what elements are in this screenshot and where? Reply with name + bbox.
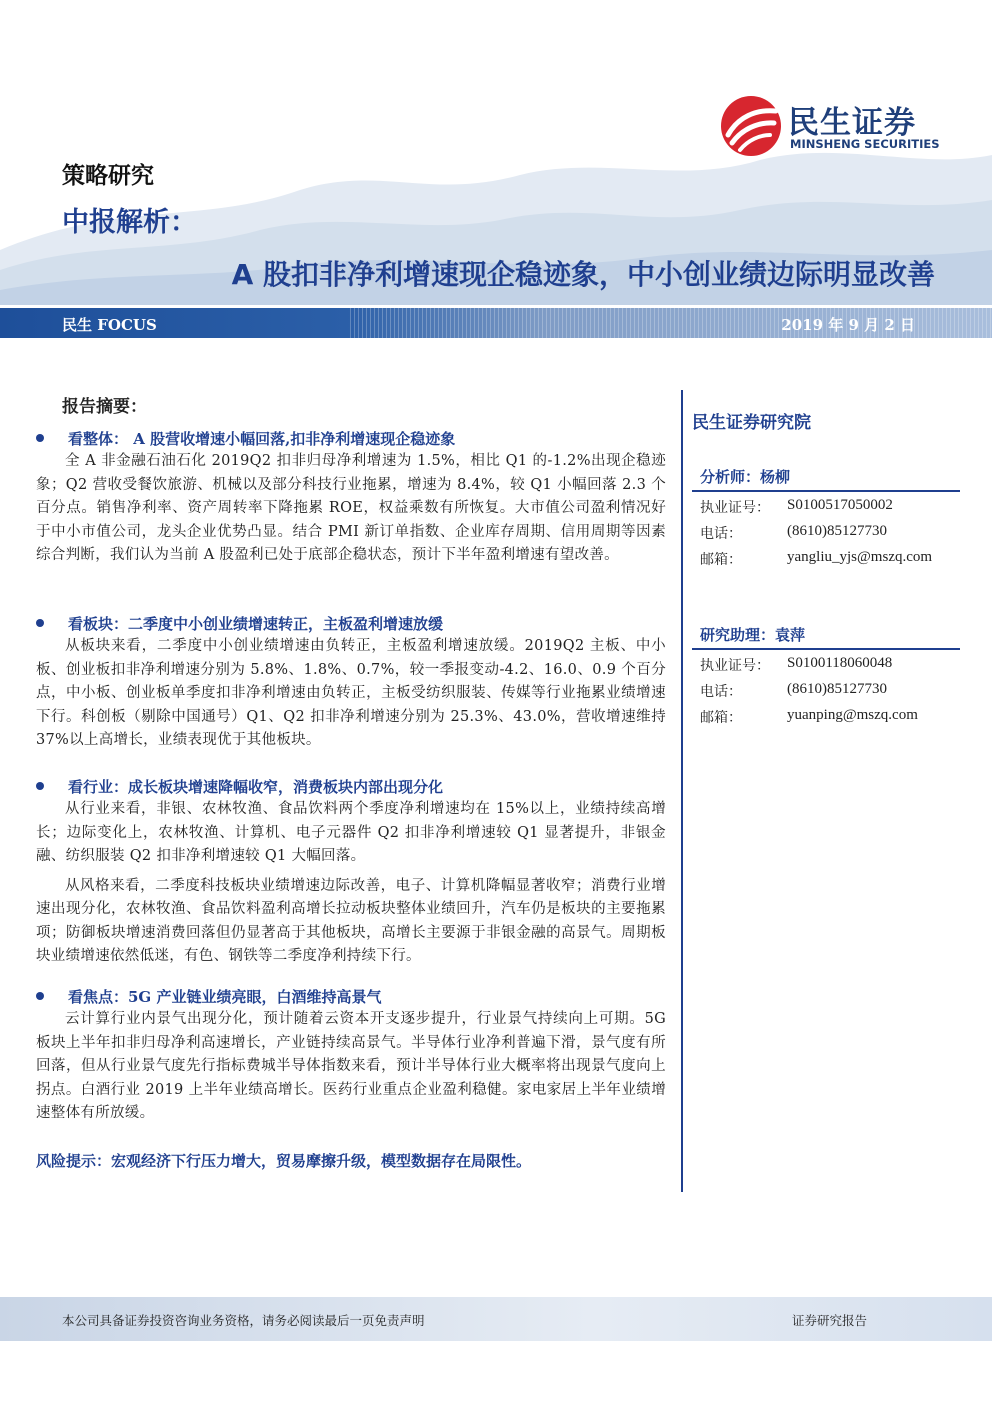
brand-name-cn: 民生证券 <box>788 105 916 141</box>
license-row <box>692 650 960 676</box>
page-footer <box>0 1297 992 1341</box>
section-title: 看板块：二季度中小创业绩增速转正，主板盈利增速放缓 <box>68 615 444 633</box>
section-overall <box>36 428 666 568</box>
license-label: 执业证号： <box>700 658 770 674</box>
section-paragraph: 云计算行业内景气出现分化，预计随着云资本开支逐步提升，行业景气持续向上可期。5G 板块上半年扣非归母净利高速增长，产业链持续高景气。半导体行业净利普遍下滑，景气度有所回落，但从行业景气度先行指标费城半导体指数来看，预计半导体行业大概率将出现景气度向上拐点。白酒行业 2019 上半年业绩高增长。医药行业重点企业盈利稳健。家电家居上半年业绩增速整体有所放缓。 <box>36 1011 666 1121</box>
section-paragraph: 从行业来看，非银、农林牧渔、食品饮料两个季度净利增速均在 15%以上，业绩持续高增长；边际变化上，农林牧渔、计算机、电子元器件 Q2 扣非净利增速较 Q1 显著提升，非银金融、纺织服装 Q2 扣非净利增速较 Q1 大幅回落。 <box>36 801 666 864</box>
banner-bar <box>0 308 992 338</box>
license-value: S0100118060048 <box>787 655 893 671</box>
abstract-heading: 报告摘要： <box>62 397 147 417</box>
phone-row <box>692 518 960 544</box>
email-label: 邮箱： <box>700 710 742 726</box>
analyst-heading: 分析师：杨柳 <box>692 466 960 492</box>
section-paragraph: 从风格来看，二季度科技板块业绩增速边际改善，电子、计算机降幅显著收窄；消费行业增速出现分化，农林牧渔、食品饮料盈利高增长拉动板块整体业绩回升，汽车仍是板块的主要拖累项；防御板块增速消费回落但仍显著高于其他板块，高增长主要源于非银金融的高景气。周期板块业绩增速依然低迷，有色、钢铁等二季度净利持续下行。 <box>36 877 666 964</box>
license-label: 执业证号： <box>700 500 770 516</box>
phone-value: (8610)85127730 <box>787 681 887 697</box>
footer-report-type: 证券研究报告 <box>791 1313 867 1328</box>
banner-series-label: 民生 FOCUS <box>62 316 157 334</box>
section-paragraph: 全 A 非金融石油石化 2019Q2 扣非归母净利增速为 1.5%，相比 Q1 的-1.2%出现企稳迹象；Q2 营收受餐饮旅游、机械以及部分科技行业拖累，增速为 8.4%，较 Q1 小幅回落 2.3 个百分点。销售净利率、资产周转率下降拖累 ROE，权益乘数有所恢复。大市值公司盈利情况好于中小市值公司，龙头企业优势凸显。结合 PMI 新订单指数、企业库存周期、信用周期等因素综合判断，我们认为当前 A 股盈利已处于底部企稳状态，预计下半年盈利增速有望改善。 <box>36 453 666 563</box>
minsheng-logo-icon <box>720 95 782 157</box>
section-board <box>36 613 666 753</box>
section-title: 看整体： A 股营收增速小幅回落,扣非净利增速现企稳迹象 <box>68 430 456 448</box>
phone-value: (8610)85127730 <box>787 523 887 539</box>
section-industry <box>36 776 666 969</box>
report-category: 策略研究 <box>62 163 154 189</box>
assistant-card <box>692 624 960 728</box>
bullet-icon <box>36 992 44 1000</box>
brand-name-en: MINSHENG SECURITIES <box>790 137 940 151</box>
email-row <box>692 702 960 728</box>
email-row <box>692 544 960 570</box>
banner-date: 2019 年 9 月 2 日 <box>781 316 915 334</box>
footer-disclaimer: 本公司具备证券投资咨询业务资格，请务必阅读最后一页免责声明 <box>62 1313 425 1328</box>
email-label: 邮箱： <box>700 552 742 568</box>
section-title: 看焦点：5G 产业链业绩亮眼，白酒维持高景气 <box>68 988 382 1006</box>
institute-name: 民生证券研究院 <box>692 413 811 433</box>
risk-warning: 风险提示：宏观经济下行压力增大，贸易摩擦升级，模型数据存在局限性。 <box>36 1152 532 1170</box>
brand-logo <box>720 95 960 159</box>
license-value: S0100517050002 <box>787 497 893 513</box>
email-value[interactable]: yuanping@mszq.com <box>787 707 918 723</box>
section-title: 看行业：成长板块增速降幅收窄，消费板块内部出现分化 <box>68 778 444 796</box>
analyst-card <box>692 466 960 570</box>
email-value[interactable]: yangliu_yjs@mszq.com <box>787 549 933 565</box>
report-title-line1: 中报解析： <box>62 207 197 238</box>
license-row <box>692 492 960 518</box>
section-paragraph: 从板块来看，二季度中小创业绩增速由负转正，主板盈利增速放缓。2019Q2 主板、中小板、创业板扣非净利增速分别为 5.8%、1.8%、0.7%，较一季报变动-4.2、16.0、0.9 个百分点，中小板、创业板单季度扣非净利增速由负转正，主板受纺织服装、传媒等行业拖累业绩增速下行。科创板（剔除中国通号）Q1、Q2 扣非净利增速分别为 25.3%、43.0%，营收增速维持 37%以上高增长，业绩表现优于其他板块。 <box>36 638 666 748</box>
bullet-icon <box>36 619 44 627</box>
phone-row <box>692 676 960 702</box>
section-focus <box>36 986 666 1126</box>
phone-label: 电话： <box>700 526 742 542</box>
bullet-icon <box>36 782 44 790</box>
bullet-icon <box>36 434 44 442</box>
assistant-heading: 研究助理：袁萍 <box>692 624 960 650</box>
phone-label: 电话： <box>700 684 742 700</box>
sidebar-divider <box>681 390 683 1192</box>
report-title-line2: A 股扣非净利增速现企稳迹象，中小创业绩边际明显改善 <box>231 258 935 291</box>
